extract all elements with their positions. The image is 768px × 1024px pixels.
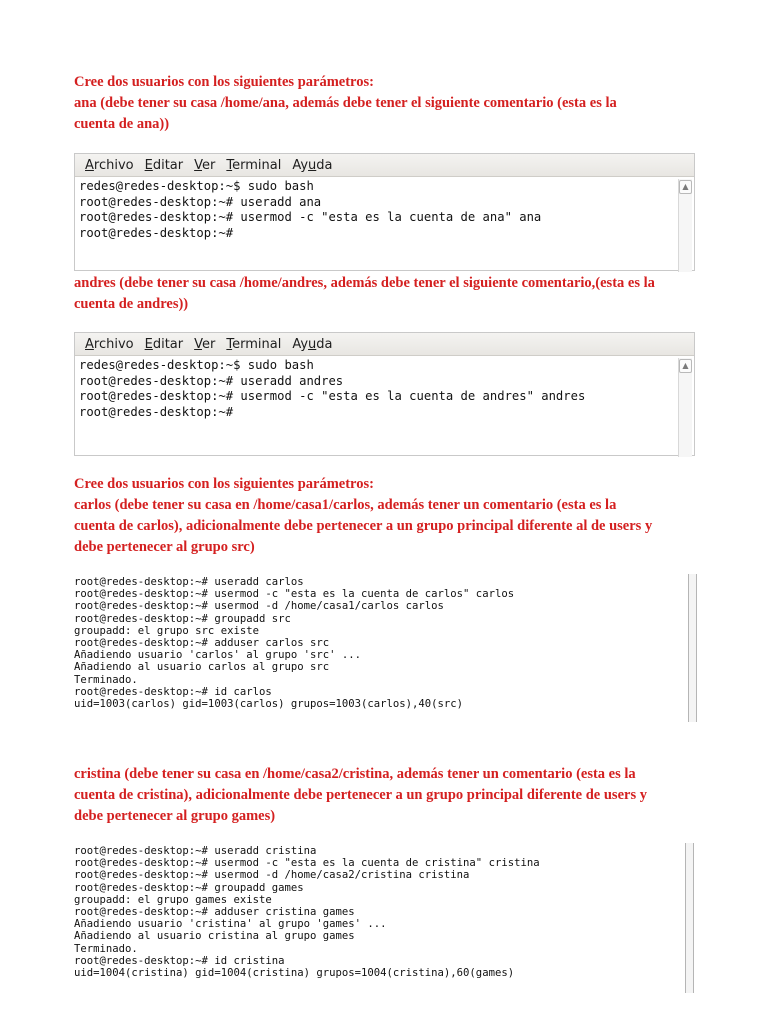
- terminal-line: uid=1004(cristina) gid=1004(cristina) grupos=1004(cristina),60(games): [74, 967, 515, 980]
- terminal-line: root@redes-desktop:~# id cristina: [74, 954, 285, 967]
- terminal-line: root@redes-desktop:~# adduser cristina games: [74, 906, 355, 919]
- menu-ver[interactable]: Ver: [194, 157, 216, 173]
- terminal-line: root@redes-desktop:~#: [79, 405, 234, 420]
- text-line: debe pertenecer al grupo games): [74, 808, 276, 824]
- scrollbar: [688, 574, 697, 722]
- terminal-line: root@redes-desktop:~# adduser carlos src: [74, 637, 330, 650]
- terminal-line: groupadd: el grupo games existe: [74, 893, 272, 906]
- terminal-line: root@redes-desktop:~# groupadd src: [74, 612, 291, 625]
- menu-archivo[interactable]: Archivo: [85, 157, 134, 173]
- scrollbar[interactable]: [678, 358, 692, 457]
- terminal-line: root@redes-desktop:~# groupadd games: [74, 881, 304, 894]
- text-line: ana (debe tener su casa /home/ana, además debe tener el siguiente comentario (esta es la: [74, 95, 617, 111]
- menu-ayuda[interactable]: Ayuda: [292, 157, 333, 173]
- terminal-line: redes@redes-desktop:~$ sudo bash: [79, 358, 314, 372]
- terminal-line: root@redes-desktop:~# usermod -c "esta es la cuenta de ana" ana: [79, 210, 542, 225]
- terminal-window-ana: [74, 153, 695, 271]
- text-line: andres (debe tener su casa /home/andres, además debe tener el siguiente comentario,(esta es la: [74, 275, 655, 291]
- terminal-line: Añadiendo usuario 'cristina' al grupo 'games' ...: [74, 918, 387, 931]
- text-line: cuenta de carlos), adicionalmente debe pertenecer a un grupo principal diferente al de users y: [74, 518, 653, 534]
- scroll-up-arrow-icon[interactable]: ▲: [679, 359, 692, 373]
- terminal-line: Terminado.: [74, 673, 138, 686]
- text-line: cuenta de andres)): [74, 296, 189, 312]
- terminal-line: root@redes-desktop:~# useradd cristina: [74, 845, 317, 857]
- terminal-output[interactable]: [75, 177, 694, 272]
- text-line: carlos (debe tener su casa en /home/casa1/carlos, además tener un comentario (esta es la: [74, 497, 617, 513]
- terminal-output[interactable]: [75, 356, 694, 457]
- text-line: cristina (debe tener su casa en /home/casa2/cristina, además tener un comentario (esta es la: [74, 766, 636, 782]
- terminal-line: root@redes-desktop:~# id carlos: [74, 685, 272, 698]
- terminal-line: Añadiendo al usuario cristina al grupo games: [74, 930, 355, 943]
- menu-ver[interactable]: Ver: [194, 336, 216, 352]
- terminal-line: root@redes-desktop:~# usermod -c "esta es la cuenta de carlos" carlos: [74, 588, 515, 601]
- section-2-text: [74, 273, 714, 315]
- terminal-menubar: [75, 154, 694, 177]
- scrollbar[interactable]: [678, 179, 692, 272]
- menu-terminal[interactable]: Terminal: [226, 336, 282, 352]
- terminal-screenshot-carlos: [72, 574, 696, 722]
- terminal-line: root@redes-desktop:~# usermod -d /home/casa1/carlos carlos: [74, 600, 444, 613]
- terminal-line: Terminado.: [74, 942, 138, 955]
- terminal-line: redes@redes-desktop:~$ sudo bash: [79, 179, 314, 193]
- terminal-line: root@redes-desktop:~# usermod -d /home/casa2/cristina cristina: [74, 869, 470, 882]
- terminal-line: root@redes-desktop:~# usermod -c "esta es la cuenta de andres" andres: [79, 389, 586, 404]
- terminal-menubar: [75, 333, 694, 356]
- menu-editar[interactable]: Editar: [144, 157, 184, 173]
- terminal-line: Añadiendo al usuario carlos al grupo src: [74, 661, 330, 674]
- terminal-line: root@redes-desktop:~# useradd andres: [79, 373, 344, 388]
- menu-terminal[interactable]: Terminal: [226, 157, 282, 173]
- terminal-line: root@redes-desktop:~#: [79, 226, 234, 241]
- scroll-up-arrow-icon[interactable]: ▲: [679, 180, 692, 194]
- terminal-line: Añadiendo usuario 'carlos' al grupo 'src' ...: [74, 649, 362, 662]
- text-line: Cree dos usuarios con los siguientes parámetros:: [74, 476, 374, 492]
- terminal-line: root@redes-desktop:~# usermod -c "esta es la cuenta de cristina" cristina: [74, 857, 540, 870]
- menu-editar[interactable]: Editar: [144, 336, 184, 352]
- scrollbar: [685, 843, 694, 993]
- section-4-text: [74, 764, 714, 827]
- terminal-line: root@redes-desktop:~# useradd ana: [79, 194, 322, 209]
- terminal-line: groupadd: el grupo src existe: [74, 624, 259, 637]
- terminal-window-andres: [74, 332, 695, 456]
- terminal-line: uid=1003(carlos) gid=1003(carlos) grupos=1003(carlos),40(src): [74, 698, 464, 711]
- text-line: cuenta de ana)): [74, 116, 170, 132]
- terminal-screenshot-cristina: [72, 843, 696, 993]
- section-3-text: [74, 474, 714, 558]
- terminal-line: root@redes-desktop:~# useradd carlos: [74, 576, 304, 588]
- section-1-text: [74, 72, 714, 135]
- text-line: Cree dos usuarios con los siguientes parámetros:: [74, 74, 374, 90]
- menu-ayuda[interactable]: Ayuda: [292, 336, 333, 352]
- text-line: debe pertenecer al grupo src): [74, 539, 255, 555]
- menu-archivo[interactable]: Archivo: [85, 336, 134, 352]
- text-line: cuenta de cristina), adicionalmente debe pertenecer a un grupo principal diferente de users y: [74, 787, 647, 803]
